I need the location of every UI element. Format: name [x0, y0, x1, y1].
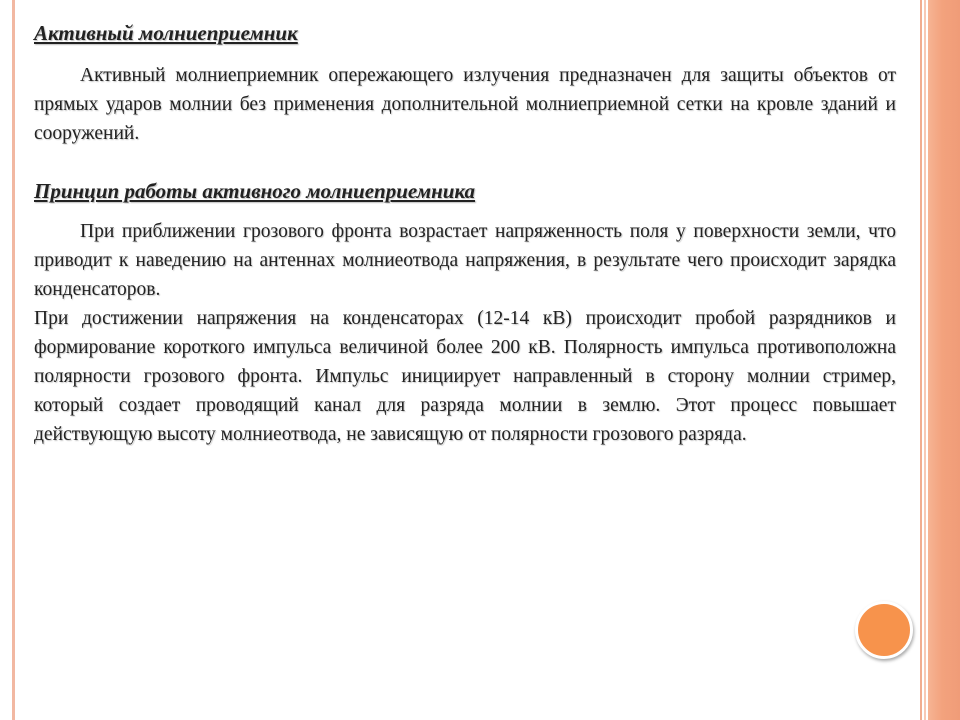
section-heading-operating-principle: Принцип работы активного молниеприемника: [34, 179, 476, 203]
section-paragraph-principle-1: При приближении грозового фронта возрастает напряженность поля у поверхности земли, что приводит к наведению на антеннах молниеотвода напряжения, в результате чего происходит зарядка конденсаторов.: [34, 221, 896, 300]
section-paragraph-description: Активный молниеприемник опережающего излучения предназначен для защиты объектов от прямых ударов молнии без применения дополнительной молниеприемной сетки на кровле зданий и сооружений.: [34, 65, 896, 144]
slide-content: [34, 20, 896, 449]
right-decor-band: [928, 0, 960, 720]
section-heading-active-lightning-rod: Активный молниеприемник: [34, 21, 298, 45]
section-paragraph-principle-2: При достижении напряжения на конденсаторах (12-14 кВ) происходит пробой разрядников и формирование короткого импульса величиной более 200 кВ. Полярность импульса противоположна полярности грозового фронта. Импульс инициирует направленный в сторону молнии стример, который создает проводящий канал для разряда молнии в землю. Этот процесс повышает действующую высоту молниеотвода, не зависящую от полярности грозового разряда.: [34, 308, 896, 445]
right-decor-line: [920, 0, 922, 720]
left-border-line: [12, 0, 15, 720]
decorative-circle-icon: [855, 601, 913, 659]
